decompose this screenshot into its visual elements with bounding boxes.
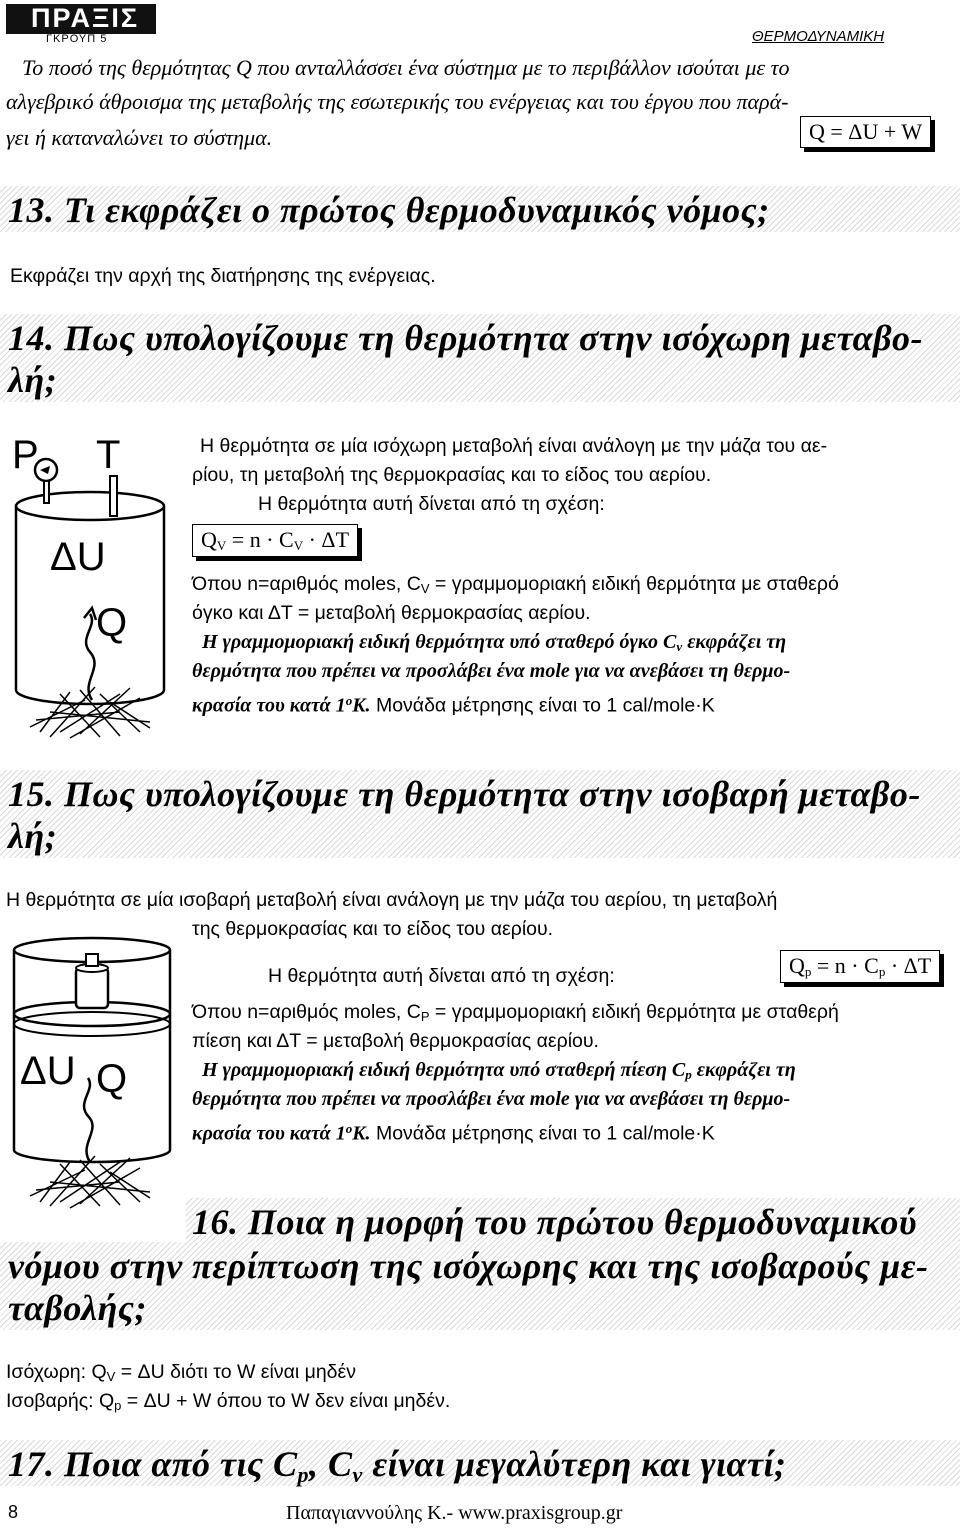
q17-text: , C xyxy=(309,1444,353,1484)
logo-subtext: ΓΚΡΟΥΠ 5 xyxy=(46,33,108,45)
formula-mid: = n · C xyxy=(226,527,294,552)
isobaric-figure xyxy=(0,930,190,1210)
fig-internal-energy-label: ΔU xyxy=(20,1049,76,1093)
def-text: εκφράζει τη xyxy=(682,631,787,653)
q16-sub: V xyxy=(106,1369,116,1384)
formula-q: Q xyxy=(201,527,217,552)
where-sub: V xyxy=(420,581,430,596)
section-header: ΘΕΡΜΟΔΥΝΑΜΙΚΗ xyxy=(752,28,885,45)
intro-line-1: Το ποσό της θερμότητας Q που ανταλλάσσει ένα σύστημα με το περιβάλλον ισούται με το xyxy=(22,55,790,80)
q16-text: = ΔU διότι το W είναι μηδέν xyxy=(115,1361,356,1383)
where-text: = γραμμομοριακή ειδική θερμότητα με σταθερό xyxy=(429,573,839,595)
first-law-formula: Q = ΔU + W xyxy=(800,116,931,148)
q16-title-line-2: νόμου στην περίπτωση της ισόχωρης και της ισοβαρούς με- xyxy=(8,1246,929,1286)
q14-title-line-2: λή; xyxy=(8,360,58,400)
def-text: K. xyxy=(352,1122,371,1145)
def-text: K. xyxy=(352,694,371,717)
q16-text: = ΔU + W όπου το W δεν είναι μηδέν. xyxy=(121,1390,451,1412)
where-text: = γραμμομοριακή ειδική θερμότητα με σταθερή xyxy=(429,1001,839,1023)
unit-text: Μονάδα μέτρησης είναι το 1 cal/mole·K xyxy=(370,694,715,717)
formula-sub: p xyxy=(804,964,812,979)
isochoric-figure xyxy=(0,432,190,742)
logo xyxy=(6,4,156,46)
formula-end: · ΔT xyxy=(303,527,350,552)
def-text: εκφράζει τη xyxy=(691,1059,796,1081)
intro-line-2: αλγεβρικό άθροισμα της μεταβολής της εσωτερικής του ενέργειας και του έργου που παρά- xyxy=(6,89,789,114)
isochoric-formula xyxy=(192,524,358,557)
logo-text: ΠΡΑΞΙΣ xyxy=(30,3,140,33)
unit-text: Μονάδα μέτρησης είναι το 1 cal/mole·K xyxy=(370,1122,715,1145)
formula-q: Q xyxy=(789,953,805,978)
q16-title-line-3: ταβολής; xyxy=(8,1288,147,1328)
q17-title xyxy=(8,1442,786,1497)
q15-definition-2: θερμότητα που πρέπει να προσλάβει ένα mole για να ανεβάσει τη θερμο- xyxy=(192,1088,791,1110)
q15-line-1: Η θερμότητα σε μία ισοβαρή μεταβολή είναι ανάλογη με την μάζα του αερίου, τη μεταβολή xyxy=(6,889,778,911)
q15-definition-3 xyxy=(192,1114,715,1149)
q17-text: είναι μεγαλύτερη και γιατί; xyxy=(362,1444,787,1484)
footer-author: Παπαγιαννούλης Κ.- www.praxisgroup.gr xyxy=(286,1502,623,1524)
where-text: Όπου n=αριθμός moles, C xyxy=(192,1001,421,1023)
fig-heat-label: Q xyxy=(96,601,128,645)
def-text: κρασία του κατά 1 xyxy=(192,1122,346,1145)
q16-title-line-1: 16. Ποια η μορφή του πρώτου θερμοδυναμικού xyxy=(192,1202,918,1242)
q16-text: Ισόχωρη: Q xyxy=(6,1361,107,1383)
q15-line-2: της θερμοκρασίας και το είδος του αερίου. xyxy=(192,918,554,940)
page-number: 8 xyxy=(8,1502,19,1522)
q16-sub: p xyxy=(114,1398,122,1413)
def-text: κρασία του κατά 1 xyxy=(192,694,346,717)
q15-where-2: πίεση και ΔT = μεταβολή θερμοκρασίας αερίου. xyxy=(192,1030,599,1052)
fig-pressure-label: P xyxy=(12,433,39,477)
q15-title-line-1: 15. Πως υπολογίζουμε τη θερμότητα στην ισοβαρή μεταβο- xyxy=(8,774,921,814)
def-text: Η γραμμομοριακή ειδική θερμότητα υπό σταθερή πίεση C xyxy=(202,1059,686,1081)
def-sub: v xyxy=(676,639,683,654)
q14-line-3: Η θερμότητα αυτή δίνεται από τη σχέση: xyxy=(258,493,605,515)
formula-sub: V xyxy=(293,538,304,553)
formula-end: · ΔT xyxy=(885,953,932,978)
fig-heat-label: Q xyxy=(96,1057,128,1101)
def-sup: ο xyxy=(345,693,353,708)
q15-line-3: Η θερμότητα αυτή δίνεται από τη σχέση: xyxy=(268,965,615,987)
def-sub: p xyxy=(685,1067,692,1082)
where-sub: P xyxy=(420,1009,430,1024)
formula-sub: V xyxy=(216,538,227,553)
q14-definition-3 xyxy=(192,686,715,721)
q16-isobaric xyxy=(6,1387,450,1420)
q17-sub: v xyxy=(352,1462,363,1487)
q17-text: 17. Ποια από τις C xyxy=(8,1444,298,1484)
q13-title: 13. Τι εκφράζει ο πρώτος θερμοδυναμικός νόμος; xyxy=(8,190,770,230)
fig-temperature-label: T xyxy=(96,433,121,477)
q15-title-line-2: λή; xyxy=(8,816,58,856)
q17-sub: p xyxy=(297,1462,310,1487)
formula-sub: p xyxy=(878,964,886,979)
q14-title-line-1: 14. Πως υπολογίζουμε τη θερμότητα στην ισόχωρη μεταβο- xyxy=(8,318,924,358)
where-text: Όπου n=αριθμός moles, C xyxy=(192,573,421,595)
intro-line-3: γει ή καταναλώνει το σύστημα. xyxy=(6,125,273,150)
formula-mid: = n · C xyxy=(811,953,879,978)
def-text: Η γραμμομοριακή ειδική θερμότητα υπό σταθερό όγκο C xyxy=(202,631,677,653)
q14-line-2: ρίου, τη μεταβολή της θερμοκρασίας και το είδος του αερίου. xyxy=(192,464,712,486)
q14-where-2: όγκο και ΔT = μεταβολή θερμοκρασίας αερίου. xyxy=(192,602,591,624)
fig-internal-energy-label: ΔU xyxy=(50,535,106,579)
isobaric-formula xyxy=(780,950,940,983)
q14-definition-2: θερμότητα που πρέπει να προσλάβει ένα mole για να ανεβάσει τη θερμο- xyxy=(192,660,791,682)
q14-line-1: Η θερμότητα σε μία ισόχωρη μεταβολή είναι ανάλογη με την μάζα του αε- xyxy=(200,435,828,457)
q13-answer: Εκφράζει την αρχή της διατήρησης της ενέργειας. xyxy=(10,265,436,287)
q16-text: Ισοβαρής: Q xyxy=(6,1390,115,1412)
def-sup: ο xyxy=(345,1121,353,1136)
